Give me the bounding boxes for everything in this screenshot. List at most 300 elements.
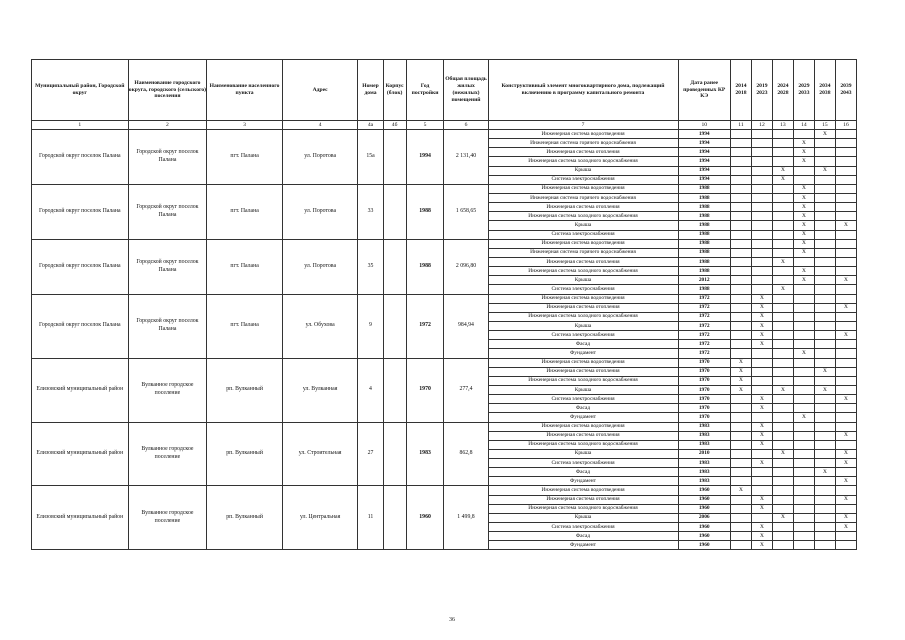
- period-mark: X: [793, 148, 814, 157]
- element-name: Инженерная система отопления: [488, 303, 678, 312]
- column-number: 16: [835, 121, 856, 130]
- building-street: ул. Строительная: [282, 422, 358, 486]
- period-mark: [730, 139, 751, 148]
- table-row: [32, 422, 857, 431]
- period-mark: [793, 358, 814, 367]
- period-mark: [772, 404, 793, 413]
- period-mark: [772, 212, 793, 221]
- element-name: Инженерная система водоотведения: [488, 486, 678, 495]
- period-mark: [835, 267, 856, 276]
- table-row: [32, 130, 857, 139]
- element-name: Инженерная система водоотведения: [488, 294, 678, 303]
- period-mark: X: [793, 212, 814, 221]
- element-name: Система электроснабжения: [488, 523, 678, 532]
- building-year: 1970: [406, 358, 444, 422]
- period-mark: X: [751, 459, 772, 468]
- period-mark: [772, 349, 793, 358]
- period-mark: [793, 422, 814, 431]
- period-mark: [772, 477, 793, 486]
- period-mark: [772, 193, 793, 202]
- period-mark: [730, 257, 751, 266]
- column-header: Год постройки: [406, 60, 444, 121]
- period-mark: [751, 230, 772, 239]
- period-mark: [751, 248, 772, 257]
- period-mark: [814, 221, 835, 230]
- period-mark: [835, 139, 856, 148]
- column-header: Муниципальный район, Городской округ: [32, 60, 129, 121]
- period-mark: [835, 532, 856, 541]
- period-mark: [793, 513, 814, 522]
- period-mark: X: [730, 367, 751, 376]
- building-year: 1960: [406, 486, 444, 550]
- element-repair-date: 1983: [678, 477, 730, 486]
- period-mark: [730, 513, 751, 522]
- period-mark: X: [793, 349, 814, 358]
- period-mark: X: [772, 285, 793, 294]
- period-mark: [814, 395, 835, 404]
- period-mark: X: [772, 385, 793, 394]
- period-mark: X: [751, 541, 772, 550]
- table-row: [32, 294, 857, 303]
- period-mark: [751, 358, 772, 367]
- period-mark: [730, 477, 751, 486]
- period-mark: [772, 504, 793, 513]
- period-mark: [751, 367, 772, 376]
- column-number: 14: [793, 121, 814, 130]
- period-mark: [793, 449, 814, 458]
- element-repair-date: 1960: [678, 504, 730, 513]
- column-number: 10: [678, 121, 730, 130]
- building-district: Елизовский муниципальный район: [32, 486, 129, 550]
- period-mark: [835, 404, 856, 413]
- element-repair-date: 1988: [678, 193, 730, 202]
- column-header: Дата ранее проведенных КР КЭ: [678, 60, 730, 121]
- element-repair-date: 2006: [678, 513, 730, 522]
- period-mark: [751, 413, 772, 422]
- period-mark: X: [751, 312, 772, 321]
- period-mark: X: [793, 221, 814, 230]
- period-mark: [772, 532, 793, 541]
- element-name: Инженерная система отопления: [488, 431, 678, 440]
- building-street: ул. Поротова: [282, 130, 358, 185]
- period-mark: [793, 312, 814, 321]
- column-number: 13: [772, 121, 793, 130]
- element-name: Фундамент: [488, 349, 678, 358]
- period-mark: [772, 184, 793, 193]
- period-mark: [751, 468, 772, 477]
- period-mark: [772, 203, 793, 212]
- period-mark: X: [835, 513, 856, 522]
- building-house: 33: [358, 184, 383, 239]
- period-mark: X: [814, 166, 835, 175]
- period-mark: [751, 175, 772, 184]
- period-mark: [730, 203, 751, 212]
- period-mark: [772, 267, 793, 276]
- building-year: 1988: [406, 239, 444, 294]
- element-repair-date: 1994: [678, 157, 730, 166]
- period-mark: [751, 385, 772, 394]
- period-mark: [772, 367, 793, 376]
- period-mark: [814, 532, 835, 541]
- building-area: 2 096,80: [444, 239, 488, 294]
- period-mark: [814, 449, 835, 458]
- period-mark: [751, 349, 772, 358]
- period-mark: [835, 239, 856, 248]
- element-repair-date: 1970: [678, 367, 730, 376]
- period-mark: X: [814, 468, 835, 477]
- element-name: Система электроснабжения: [488, 331, 678, 340]
- building-block: [383, 130, 406, 185]
- period-mark: X: [793, 157, 814, 166]
- building-block: [383, 294, 406, 358]
- period-mark: [772, 541, 793, 550]
- period-mark: [730, 321, 751, 330]
- element-repair-date: 1960: [678, 541, 730, 550]
- element-name: Крыша: [488, 321, 678, 330]
- building-block: [383, 358, 406, 422]
- building-locality: пгт. Палана: [207, 294, 283, 358]
- period-mark: [793, 331, 814, 340]
- period-mark: X: [793, 276, 814, 285]
- element-name: Система электроснабжения: [488, 459, 678, 468]
- period-mark: [730, 422, 751, 431]
- building-year: 1983: [406, 422, 444, 486]
- period-mark: [793, 523, 814, 532]
- period-mark: [730, 395, 751, 404]
- period-mark: [730, 404, 751, 413]
- period-mark: [730, 166, 751, 175]
- period-mark: [730, 312, 751, 321]
- building-locality: рп. Вулканный: [207, 358, 283, 422]
- column-header: 2034 2038: [814, 60, 835, 121]
- element-name: Инженерная система холодного водоснабжения: [488, 267, 678, 276]
- element-repair-date: 1960: [678, 486, 730, 495]
- period-mark: [793, 440, 814, 449]
- period-mark: [793, 285, 814, 294]
- period-mark: X: [751, 404, 772, 413]
- element-name: Инженерная система холодного водоснабжения: [488, 212, 678, 221]
- period-mark: [814, 440, 835, 449]
- period-mark: X: [730, 358, 751, 367]
- element-repair-date: 1988: [678, 267, 730, 276]
- element-name: Инженерная система холодного водоснабжения: [488, 312, 678, 321]
- element-repair-date: 1994: [678, 130, 730, 139]
- building-district: Городской округ поселок Палана: [32, 130, 129, 185]
- element-name: Система электроснабжения: [488, 395, 678, 404]
- column-number: 4б: [383, 121, 406, 130]
- period-mark: [730, 303, 751, 312]
- column-number: 1: [32, 121, 129, 130]
- period-mark: [793, 367, 814, 376]
- period-mark: [814, 212, 835, 221]
- period-mark: [835, 358, 856, 367]
- table-row: [32, 486, 857, 495]
- period-mark: [772, 157, 793, 166]
- element-name: Крыша: [488, 221, 678, 230]
- table-row: [32, 184, 857, 193]
- element-repair-date: 1960: [678, 523, 730, 532]
- building-house: 11: [358, 486, 383, 550]
- element-repair-date: 1983: [678, 431, 730, 440]
- document-sheet: [31, 59, 857, 550]
- column-number: 11: [730, 121, 751, 130]
- period-mark: [835, 166, 856, 175]
- period-mark: X: [751, 495, 772, 504]
- building-area: 1 499,8: [444, 486, 488, 550]
- column-number: 3: [207, 121, 283, 130]
- period-mark: [751, 139, 772, 148]
- element-repair-date: 1988: [678, 203, 730, 212]
- period-mark: [772, 395, 793, 404]
- element-name: Инженерная система горячего водоснабжения: [488, 248, 678, 257]
- period-mark: [793, 477, 814, 486]
- period-mark: X: [751, 294, 772, 303]
- element-repair-date: 1960: [678, 532, 730, 541]
- period-mark: [772, 331, 793, 340]
- period-mark: X: [814, 130, 835, 139]
- period-mark: X: [793, 413, 814, 422]
- building-settlement: Городской округ поселок Палана: [128, 239, 207, 294]
- element-name: Крыша: [488, 385, 678, 394]
- element-repair-date: 1972: [678, 321, 730, 330]
- period-mark: [835, 157, 856, 166]
- period-mark: [793, 294, 814, 303]
- period-mark: [835, 504, 856, 513]
- column-header: Наименование городского округа, городского (сельского) поселения: [128, 60, 207, 121]
- building-block: [383, 239, 406, 294]
- period-mark: [730, 276, 751, 285]
- period-mark: [814, 541, 835, 550]
- period-mark: [814, 513, 835, 522]
- page-number: 36: [449, 617, 455, 623]
- building-block: [383, 422, 406, 486]
- building-area: 984,94: [444, 294, 488, 358]
- period-mark: [730, 532, 751, 541]
- column-header: Общая площадь жилых (нежилых) помещений: [444, 60, 488, 121]
- period-mark: [814, 477, 835, 486]
- period-mark: X: [730, 385, 751, 394]
- building-locality: пгт. Палана: [207, 130, 283, 185]
- period-mark: [814, 358, 835, 367]
- period-mark: [835, 203, 856, 212]
- period-mark: [751, 203, 772, 212]
- period-mark: [814, 413, 835, 422]
- period-mark: [793, 532, 814, 541]
- period-mark: [730, 221, 751, 230]
- building-district: Елизовский муниципальный район: [32, 358, 129, 422]
- period-mark: X: [772, 449, 793, 458]
- column-number-row: [32, 121, 857, 130]
- period-mark: [751, 257, 772, 266]
- period-mark: [772, 459, 793, 468]
- period-mark: [835, 130, 856, 139]
- period-mark: [793, 468, 814, 477]
- element-name: Инженерная система водоотведения: [488, 422, 678, 431]
- period-mark: [751, 130, 772, 139]
- period-mark: [793, 303, 814, 312]
- period-mark: [751, 184, 772, 193]
- column-number: 7: [488, 121, 678, 130]
- period-mark: X: [835, 331, 856, 340]
- element-name: Фасад: [488, 404, 678, 413]
- period-mark: [835, 248, 856, 257]
- building-house: 35: [358, 239, 383, 294]
- period-mark: [814, 495, 835, 504]
- element-repair-date: 1988: [678, 184, 730, 193]
- element-repair-date: 1970: [678, 404, 730, 413]
- column-header: 2024 2028: [772, 60, 793, 121]
- element-name: Фундамент: [488, 477, 678, 486]
- element-repair-date: 1960: [678, 495, 730, 504]
- element-repair-date: 1983: [678, 459, 730, 468]
- period-mark: [730, 495, 751, 504]
- column-number: 5: [406, 121, 444, 130]
- period-mark: [814, 257, 835, 266]
- period-mark: X: [751, 321, 772, 330]
- period-mark: [835, 413, 856, 422]
- period-mark: X: [835, 303, 856, 312]
- period-mark: [835, 212, 856, 221]
- period-mark: [730, 212, 751, 221]
- period-mark: [772, 468, 793, 477]
- element-name: Инженерная система горячего водоснабжения: [488, 139, 678, 148]
- element-repair-date: 1972: [678, 312, 730, 321]
- period-mark: [793, 385, 814, 394]
- period-mark: [730, 294, 751, 303]
- period-mark: [814, 486, 835, 495]
- period-mark: [814, 276, 835, 285]
- element-name: Фундамент: [488, 413, 678, 422]
- element-name: Крыша: [488, 449, 678, 458]
- period-mark: [814, 248, 835, 257]
- period-mark: [772, 358, 793, 367]
- element-name: Крыша: [488, 276, 678, 285]
- period-mark: [814, 239, 835, 248]
- column-header: 2029 2033: [793, 60, 814, 121]
- element-repair-date: 1972: [678, 340, 730, 349]
- period-mark: [814, 303, 835, 312]
- period-mark: [751, 212, 772, 221]
- element-repair-date: 1994: [678, 166, 730, 175]
- building-settlement: Вулканное городское поселение: [128, 358, 207, 422]
- column-number: 4а: [358, 121, 383, 130]
- building-district: Городской округ поселок Палана: [32, 239, 129, 294]
- period-mark: [730, 523, 751, 532]
- period-mark: X: [772, 166, 793, 175]
- period-mark: X: [751, 523, 772, 532]
- period-mark: [751, 276, 772, 285]
- building-house: 27: [358, 422, 383, 486]
- period-mark: X: [751, 303, 772, 312]
- period-mark: [772, 248, 793, 257]
- element-name: Инженерная система горячего водоснабжения: [488, 193, 678, 202]
- column-number: 15: [814, 121, 835, 130]
- element-name: Фасад: [488, 468, 678, 477]
- building-settlement: Городской округ поселок Палана: [128, 130, 207, 185]
- period-mark: X: [772, 257, 793, 266]
- period-mark: [814, 157, 835, 166]
- period-mark: [772, 431, 793, 440]
- period-mark: [730, 349, 751, 358]
- period-mark: X: [793, 193, 814, 202]
- element-name: Инженерная система холодного водоснабжения: [488, 504, 678, 513]
- period-mark: X: [835, 449, 856, 458]
- period-mark: [772, 303, 793, 312]
- period-mark: [772, 230, 793, 239]
- period-mark: [835, 321, 856, 330]
- period-mark: [814, 184, 835, 193]
- period-mark: [772, 239, 793, 248]
- period-mark: X: [751, 440, 772, 449]
- period-mark: X: [793, 203, 814, 212]
- period-mark: X: [835, 459, 856, 468]
- element-repair-date: 1988: [678, 285, 730, 294]
- period-mark: [835, 285, 856, 294]
- period-mark: [772, 376, 793, 385]
- period-mark: [814, 431, 835, 440]
- column-header: Наименование населенного пункта: [207, 60, 283, 121]
- period-mark: [772, 221, 793, 230]
- period-mark: X: [793, 184, 814, 193]
- building-house: 9: [358, 294, 383, 358]
- period-mark: X: [835, 477, 856, 486]
- building-district: Елизовский муниципальный район: [32, 422, 129, 486]
- period-mark: [751, 449, 772, 458]
- period-mark: [814, 312, 835, 321]
- period-mark: [751, 166, 772, 175]
- table-row: [32, 358, 857, 367]
- period-mark: [793, 175, 814, 184]
- period-mark: [772, 523, 793, 532]
- period-mark: [793, 541, 814, 550]
- period-mark: [793, 404, 814, 413]
- element-name: Инженерная система водоотведения: [488, 239, 678, 248]
- period-mark: X: [751, 422, 772, 431]
- period-mark: [835, 175, 856, 184]
- building-area: 862,8: [444, 422, 488, 486]
- period-mark: [814, 504, 835, 513]
- column-header: Конструктивный элемент многоквартирного дома, подлежащий включению в программу капитального ремонта: [488, 60, 678, 121]
- element-repair-date: 1972: [678, 303, 730, 312]
- period-mark: [814, 422, 835, 431]
- period-mark: [730, 184, 751, 193]
- element-repair-date: 1970: [678, 385, 730, 394]
- element-repair-date: 1988: [678, 239, 730, 248]
- period-mark: X: [793, 267, 814, 276]
- period-mark: [793, 376, 814, 385]
- period-mark: [835, 230, 856, 239]
- column-number: 12: [751, 121, 772, 130]
- period-mark: X: [751, 331, 772, 340]
- period-mark: X: [793, 139, 814, 148]
- period-mark: X: [814, 385, 835, 394]
- period-mark: [772, 294, 793, 303]
- element-repair-date: 1983: [678, 468, 730, 477]
- period-mark: [793, 130, 814, 139]
- period-mark: [730, 431, 751, 440]
- building-street: ул. Обухова: [282, 294, 358, 358]
- column-header: Номер дома: [358, 60, 383, 121]
- period-mark: X: [814, 367, 835, 376]
- element-repair-date: 1972: [678, 294, 730, 303]
- building-year: 1972: [406, 294, 444, 358]
- period-mark: X: [793, 230, 814, 239]
- period-mark: [730, 248, 751, 257]
- period-mark: [835, 385, 856, 394]
- element-repair-date: 1983: [678, 440, 730, 449]
- period-mark: [835, 148, 856, 157]
- building-year: 1988: [406, 184, 444, 239]
